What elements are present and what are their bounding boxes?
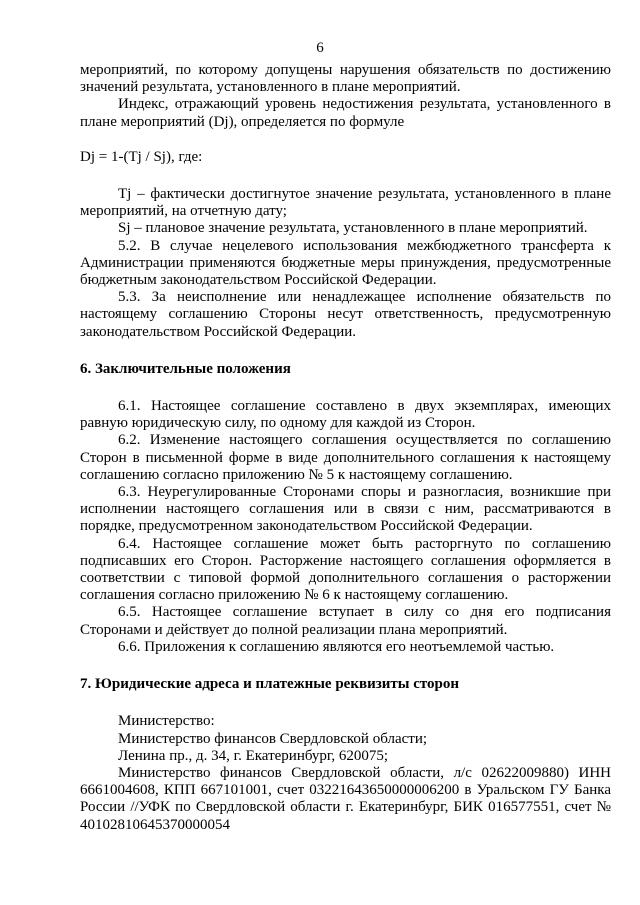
clause-5-3: 5.3. За неисполнение или ненадлежащее исполнение обязательств по настоящему соглашению Стороны несут ответственность, предусмотренную законодательством Российской Федерации.	[80, 289, 611, 340]
ministry-name: Министерство финансов Свердловской области;	[118, 730, 428, 747]
paragraph-continuation: мероприятий, по которому допущены нарушения обязательств по достижению значений результата, установленного в плане мероприятий.	[80, 62, 611, 96]
clause-6-4: 6.4. Настоящее соглашение может быть расторгнуто по соглашению подписавших его Сторон. Расторжение настоящего соглашения оформляется в соответствии с типовой формой дополнительного соглашения о расторжении соглашения согласно приложению № 6 к настоящему соглашению.	[80, 535, 611, 604]
clause-6-3: 6.3. Неурегулированные Сторонами споры и разногласия, возникшие при исполнении настоящего соглашения или в связи с ним, рассматриваются в порядке, предусмотренном законодательством Российской Федерации.	[80, 484, 611, 535]
clause-5-2: 5.2. В случае нецелевого использования межбюджетного трансферта к Администрации применяются бюджетные меры принуждения, предусмотренные бюджетным законодательством Российской Федерации.	[80, 237, 611, 289]
clause-6-5: 6.5. Настоящее соглашение вступает в силу со дня его подписания Сторонами и действует до полной реализации плана мероприятий.	[80, 604, 611, 638]
payment-requisites: Министерство финансов Свердловской области, л/с 02622009880) ИНН 6661004608, КПП 667101001, счет 03221643650000006200 в Уральском ГУ Банка России //УФК по Свердловской области г. Екатеринбург, БИК 016577551, счет № 40102810645370000054	[80, 764, 611, 833]
clause-6-6: 6.6. Приложения к соглашению являются его неотъемлемой частью.	[118, 638, 555, 655]
paragraph-tj-definition: Tj – фактически достигнутое значение результата, установленного в плане мероприятий, на отчетную дату;	[80, 186, 611, 220]
clause-6-2: 6.2. Изменение настоящего соглашения осуществляется по соглашению Сторон в письменной форме в виде дополнительного соглашения к настоящему соглашению согласно приложению № 5 к настоящему соглашению.	[80, 432, 611, 483]
section-6-heading: 6. Заключительные положения	[80, 360, 291, 377]
clause-6-1: 6.1. Настоящее соглашение составлено в двух экземплярах, имеющих равную юридическую силу, по одному для каждой из Сторон.	[80, 398, 611, 432]
ministry-address: Ленина пр., д. 34, г. Екатеринбург, 620075;	[118, 747, 389, 764]
formula: Dj = 1-(Tj / Sj), где:	[80, 148, 203, 165]
document-body	[80, 62, 611, 834]
section-7-heading: 7. Юридические адреса и платежные реквизиты сторон	[80, 676, 460, 693]
paragraph-sj-definition: Sj – плановое значение результата, установленного в плане мероприятий.	[118, 220, 588, 237]
paragraph-index-definition: Индекс, отражающий уровень недостижения результата, установленного в плане мероприятий (Dj), определяется по формуле	[80, 96, 611, 130]
page-number: 6	[316, 40, 324, 56]
ministry-label: Министерство:	[118, 713, 215, 730]
